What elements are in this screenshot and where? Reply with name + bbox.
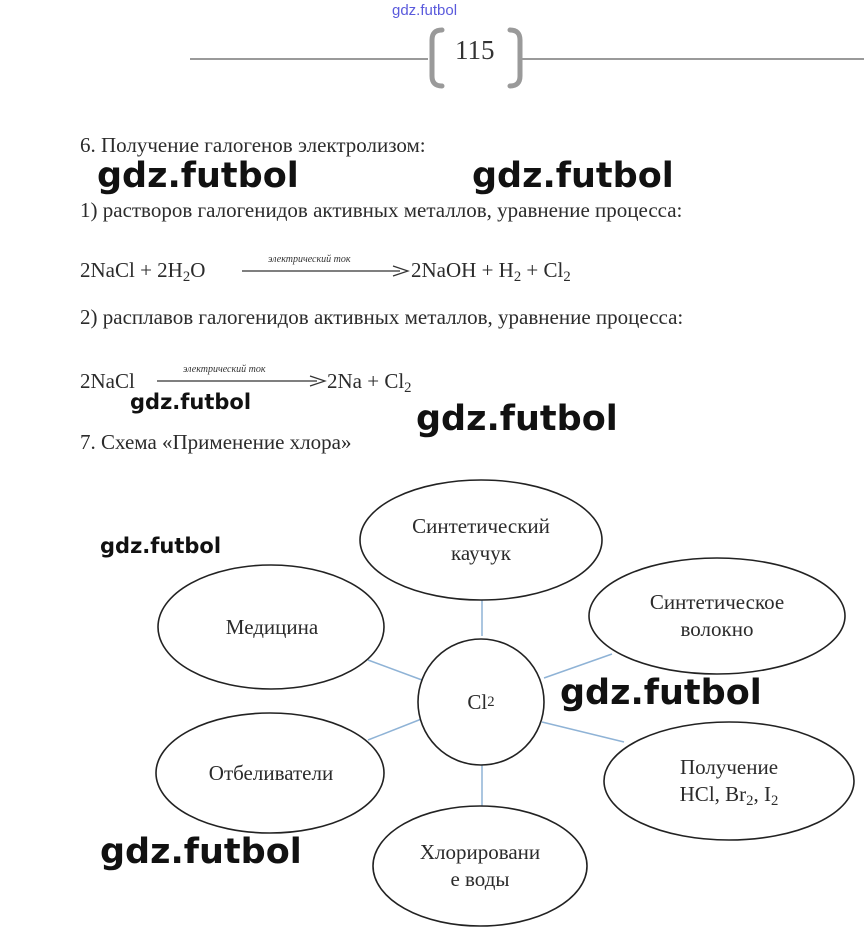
node-center-text: Cl [467,689,488,714]
node-hcl-sub-1: 2 [746,793,754,809]
eq1-right-b: + Cl [521,258,564,282]
node-water-line-2: е воды [450,867,510,891]
node-hcl-text-a: HCl, Br [679,782,747,806]
section-6-item-2: 2) расплавов галогенидов активных металлов, уравнение процесса: [80,305,684,329]
watermark-1: gdz.futbol [97,156,299,196]
node-hcl-text-b: , I [753,782,771,806]
section-7-title: 7. Схема «Применение хлора» [80,430,352,454]
node-rubber-label [361,490,601,590]
top-watermark: gdz.futbol [392,2,458,19]
node-hcl-sub-2: 2 [771,793,779,809]
watermark-6: gdz.futbol [560,673,762,713]
eq2-right-sub: 2 [404,380,412,396]
node-fiber-line-1: Синтетическое [649,590,785,614]
eq1-left-text: 2NaCl + 2H [80,258,183,282]
watermark-4: gdz.futbol [416,399,618,439]
equation-1-arrow [240,264,410,278]
node-medicine-line-1: Медицина [225,614,319,639]
section-6-item-1: 1) растворов галогенидов активных металлов, уравнение процесса: [80,198,683,222]
node-hcl-label [606,731,852,831]
node-rubber-line-1: Синтетический [412,514,550,538]
node-hcl-line-1: Получение [679,755,779,779]
node-rubber-line-2: каучук [451,541,511,565]
node-fiber-line-2: волокно [680,617,754,641]
watermark-3: gdz.futbol [130,390,252,414]
eq1-right-sub2: 2 [563,269,571,285]
eq2-right-a: 2Na + Cl [327,369,405,393]
equation-2-right [327,369,412,394]
equation-2-arrow [155,374,327,388]
node-medicine-label [160,577,384,677]
page-number: 115 [455,35,495,65]
node-fiber-label [592,566,842,666]
equation-2-arrow-label: электрический ток [183,364,266,375]
node-bleach-line-1: Отбеливатели [208,760,334,785]
equation-1-left [80,258,205,283]
eq1-left-end: O [190,258,206,282]
watermark-2: gdz.futbol [472,156,674,196]
section-6-title: 6. Получение галогенов электролизом: [80,133,426,157]
eq1-right-sub1: 2 [513,269,522,285]
node-water-label [375,816,585,916]
node-hcl-line-2 [680,781,779,808]
equation-1-arrow-label: электрический ток [268,254,351,265]
node-bleach-label [158,723,384,823]
eq1-right-a: 2NaOH + H [411,258,514,282]
node-water-line-1: Хлорировани [419,840,541,864]
equation-2-left: 2NaCl [80,369,135,393]
equation-1-right [411,258,571,283]
header-rule-right [522,58,864,60]
watermark-5: gdz.futbol [100,534,222,558]
node-center-label: Cl 2 [467,689,495,714]
header-rule-left [190,58,428,60]
eq1-left-sub: 2 [182,269,191,285]
watermark-7: gdz.futbol [100,832,302,872]
